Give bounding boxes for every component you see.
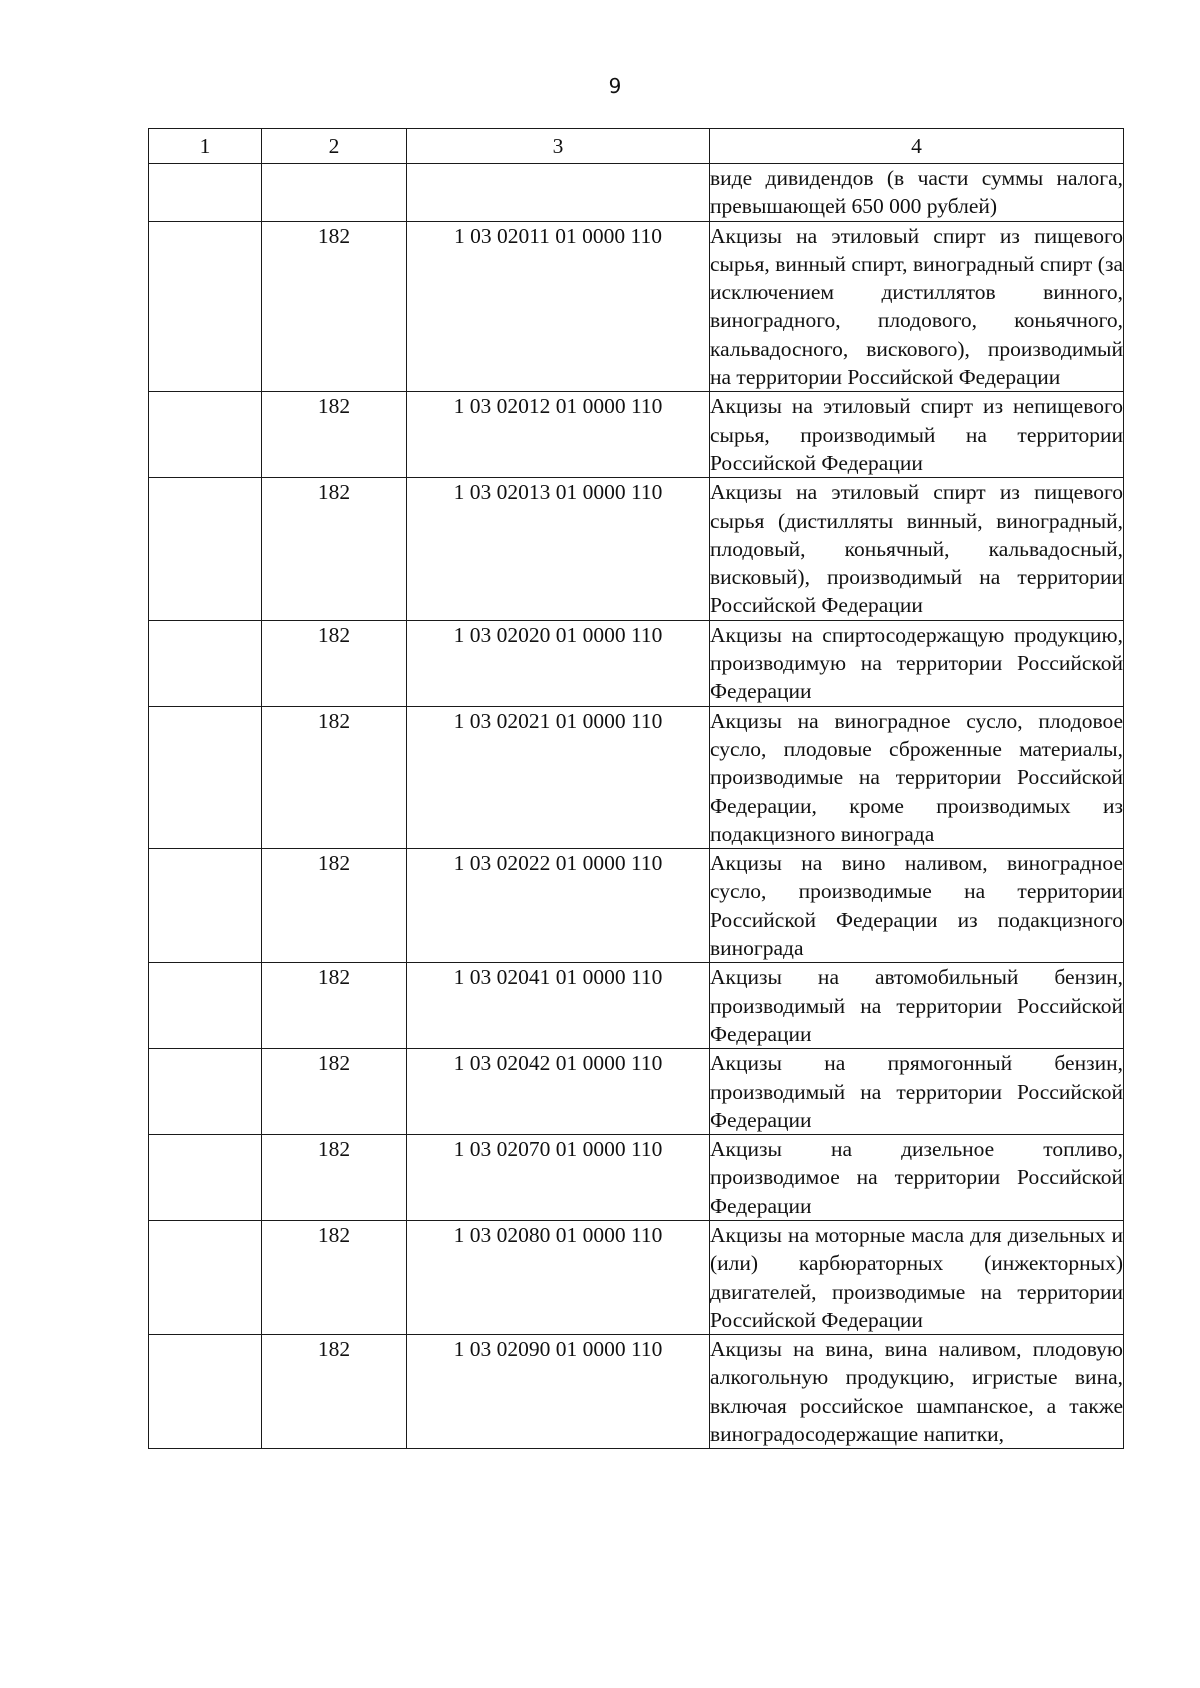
cell-budget-code: 1 03 02012 01 0000 110 (407, 392, 710, 478)
cell-admin-code: 182 (262, 706, 407, 848)
cell-budget-code: 1 03 02090 01 0000 110 (407, 1335, 710, 1449)
cell-description: Акцизы на этиловый спирт из пищевого сырья, винный спирт, виноградный спирт (за исключением дистиллятов винного, виноградного, плодового, коньячного, кальвадосного, вискового), производимый на территории Российской Федерации (710, 221, 1124, 392)
cell-admin-code: 182 (262, 1049, 407, 1135)
table-row (149, 164, 1124, 222)
cell-description: Акцизы на моторные масла для дизельных и (или) карбюраторных (инжекторных) двигателей, производимые на территории Российской Федерации (710, 1220, 1124, 1334)
table-row (149, 849, 1124, 963)
cell-admin-code: 182 (262, 392, 407, 478)
cell-admin-code: 182 (262, 1220, 407, 1334)
cell-description: Акцизы на спиртосодержащую продукцию, производимую на территории Российской Федерации (710, 620, 1124, 706)
table-row (149, 706, 1124, 848)
header-row (149, 129, 1124, 164)
cell-description: Акцизы на виноградное сусло, плодовое сусло, плодовые сброженные материалы, производимые на территории Российской Федерации, кроме производимых из подакцизного винограда (710, 706, 1124, 848)
header-col-1: 1 (149, 129, 262, 164)
cell-budget-code: 1 03 02042 01 0000 110 (407, 1049, 710, 1135)
cell-budget-code: 1 03 02070 01 0000 110 (407, 1135, 710, 1221)
cell-budget-code: 1 03 02011 01 0000 110 (407, 221, 710, 392)
cell-col-1 (149, 221, 262, 392)
cell-description: Акцизы на дизельное топливо, производимое на территории Российской Федерации (710, 1135, 1124, 1221)
table-row (149, 1135, 1124, 1221)
cell-col-1 (149, 1049, 262, 1135)
page-number: 9 (608, 74, 622, 98)
cell-col-1 (149, 963, 262, 1049)
cell-budget-code: 1 03 02021 01 0000 110 (407, 706, 710, 848)
header-col-4: 4 (710, 129, 1124, 164)
cell-admin-code: 182 (262, 1135, 407, 1221)
cell-budget-code: 1 03 02041 01 0000 110 (407, 963, 710, 1049)
cell-admin-code: 182 (262, 1335, 407, 1449)
cell-description: Акцизы на вина, вина наливом, плодовую алкогольную продукцию, игристые вина, включая российское шампанское, а также виноградосодержащие напитки, (710, 1335, 1124, 1449)
cell-col-1 (149, 164, 262, 222)
cell-admin-code: 182 (262, 478, 407, 620)
cell-description: Акцизы на этиловый спирт из непищевого сырья, производимый на территории Российской Федерации (710, 392, 1124, 478)
cell-description: виде дивидендов (в части суммы налога, превышающей 650 000 рублей) (710, 164, 1124, 222)
cell-col-1 (149, 1135, 262, 1221)
cell-admin-code (262, 164, 407, 222)
cell-budget-code (407, 164, 710, 222)
table-row (149, 620, 1124, 706)
cell-admin-code: 182 (262, 849, 407, 963)
table-row (149, 1335, 1124, 1449)
table-row (149, 221, 1124, 392)
table-row (149, 963, 1124, 1049)
cell-col-1 (149, 620, 262, 706)
cell-budget-code: 1 03 02020 01 0000 110 (407, 620, 710, 706)
cell-admin-code: 182 (262, 221, 407, 392)
header-col-3: 3 (407, 129, 710, 164)
cell-description: Акцизы на вино наливом, виноградное сусло, производимые на территории Российской Федерации из подакцизного винограда (710, 849, 1124, 963)
cell-budget-code: 1 03 02022 01 0000 110 (407, 849, 710, 963)
table-row (149, 478, 1124, 620)
cell-admin-code: 182 (262, 620, 407, 706)
cell-col-1 (149, 849, 262, 963)
table-row (149, 392, 1124, 478)
cell-col-1 (149, 1220, 262, 1334)
table-row (149, 1220, 1124, 1334)
table-row (149, 1049, 1124, 1135)
cell-col-1 (149, 1335, 262, 1449)
cell-description: Акцизы на прямогонный бензин, производимый на территории Российской Федерации (710, 1049, 1124, 1135)
cell-col-1 (149, 392, 262, 478)
cell-admin-code: 182 (262, 963, 407, 1049)
budget-codes-table (148, 128, 1124, 1449)
cell-budget-code: 1 03 02013 01 0000 110 (407, 478, 710, 620)
cell-col-1 (149, 706, 262, 848)
cell-description: Акцизы на автомобильный бензин, производимый на территории Российской Федерации (710, 963, 1124, 1049)
cell-col-1 (149, 478, 262, 620)
header-col-2: 2 (262, 129, 407, 164)
cell-budget-code: 1 03 02080 01 0000 110 (407, 1220, 710, 1334)
cell-description: Акцизы на этиловый спирт из пищевого сырья (дистилляты винный, виноградный, плодовый, коньячный, кальвадосный, висковый), производимый на территории Российской Федерации (710, 478, 1124, 620)
